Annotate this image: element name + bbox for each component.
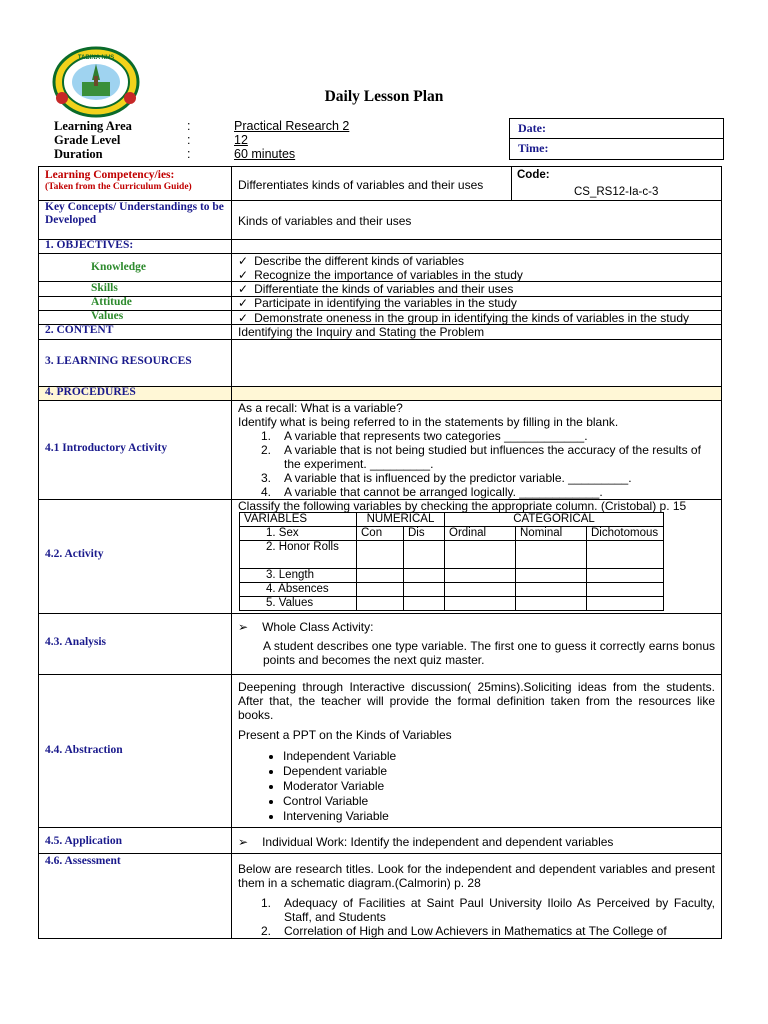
code-label: Code:	[517, 169, 550, 181]
analysis-head: ➢ Whole Class Activity:	[238, 620, 373, 634]
duration-colon: :	[187, 147, 191, 161]
abstraction-label: 4.4. Abstraction	[45, 744, 123, 756]
check-cell[interactable]	[404, 583, 445, 597]
abstraction-text: Deepening through Interactive discussion( 25mins).Soliciting ideas from the students. After that, the teacher will provide the formal definition taken from the resources like books.	[238, 680, 715, 722]
variables-table	[239, 512, 664, 611]
list-item: • Intervening Variable	[283, 809, 396, 824]
competency-text: Differentiates kinds of variables and their uses	[238, 178, 484, 192]
competency-label: Learning Competency/ies:	[45, 169, 175, 181]
procedures-label: 4. PROCEDURES	[45, 386, 136, 398]
intro-item: A variable that cannot be arranged logically. ____________.	[284, 485, 603, 499]
grade-level-label: Grade Level	[54, 133, 121, 147]
code-value: CS_RS12-Ia-c-3	[574, 186, 659, 198]
assessment-item: Adequacy of Facilities at Saint Paul University Iloilo As Perceived by Faculty, Staff, and Students	[284, 896, 715, 924]
date-time-box	[509, 118, 724, 160]
activity-text: Classify the following variables by checking the appropriate column. (Cristobal) p. 15	[238, 499, 687, 513]
check-cell[interactable]	[516, 569, 587, 583]
check-cell[interactable]	[445, 597, 516, 611]
analysis-label: 4.3. Analysis	[45, 636, 107, 648]
content-label: 2. CONTENT	[45, 324, 114, 336]
values-text: ✓ Demonstrate oneness in the group in identifying the kinds of variables in the study	[238, 311, 689, 325]
key-concepts-label: Key Concepts/ Understandings to be Developed	[45, 201, 224, 226]
date-label: Date:	[510, 119, 723, 139]
attitude-text: ✓ Participate in identifying the variables in the study	[238, 296, 517, 310]
competency-note: (Taken from the Curriculum Guide)	[45, 182, 192, 192]
learning-area-colon: :	[187, 119, 191, 133]
check-cell[interactable]	[516, 541, 587, 569]
check-cell[interactable]	[587, 541, 664, 569]
check-cell[interactable]	[357, 583, 404, 597]
check-cell[interactable]	[587, 569, 664, 583]
variables-header: VARIABLES	[240, 513, 357, 527]
check-cell[interactable]	[587, 597, 664, 611]
application-label: 4.5. Application	[45, 835, 123, 847]
school-seal-logo	[52, 46, 140, 118]
svg-text:TABINA NHS: TABINA NHS	[77, 55, 115, 61]
analysis-text: A student describes one type variable. The first one to guess it correctly earns bonus points and becomes the next quiz master.	[263, 639, 715, 667]
knowledge-label: Knowledge	[91, 261, 146, 273]
attitude-label: Attitude	[91, 296, 132, 308]
intro-line-1: As a recall: What is a variable?	[238, 401, 403, 415]
abstraction-ppt: Present a PPT on the Kinds of Variables	[238, 728, 452, 742]
numerical-header: NUMERICAL	[357, 513, 445, 527]
variable-cell: 5. Values	[240, 597, 357, 611]
grade-level-value: 12	[234, 133, 248, 147]
duration-label: Duration	[54, 147, 103, 161]
intro-activity-label: 4.1 Introductory Activity	[45, 442, 168, 454]
learning-area-label: Learning Area	[54, 119, 132, 133]
intro-item: A variable that represents two categories ____________.	[284, 429, 588, 443]
list-item: • Control Variable	[283, 794, 396, 809]
check-cell[interactable]	[516, 583, 587, 597]
check-cell[interactable]	[445, 569, 516, 583]
intro-line-2: Identify what is being referred to in the statements by filling in the blank.	[238, 415, 619, 429]
check-cell[interactable]	[404, 541, 445, 569]
list-item: • Moderator Variable	[283, 779, 396, 794]
categorical-header: CATEGORICAL	[445, 513, 664, 527]
subheader-nominal: Nominal	[516, 527, 587, 541]
assessment-item: Correlation of High and Low Achievers in Mathematics at The College of	[284, 924, 667, 938]
subheader-con: Con	[357, 527, 404, 541]
skills-label: Skills	[91, 282, 118, 294]
application-text: ➢ Individual Work: Identify the independent and dependent variables	[238, 835, 613, 849]
activity-label: 4.2. Activity	[45, 548, 104, 560]
check-cell[interactable]	[445, 583, 516, 597]
list-item: • Independent Variable	[283, 749, 396, 764]
subheader-ordinal: Ordinal	[445, 527, 516, 541]
skills-text: ✓ Differentiate the kinds of variables and their uses	[238, 282, 513, 296]
subheader-dis: Dis	[404, 527, 445, 541]
knowledge-item: ✓ Describe the different kinds of variables	[238, 254, 464, 268]
subheader-dichotomous: Dichotomous	[587, 527, 664, 541]
list-item: • Dependent variable	[283, 764, 396, 779]
intro-item: A variable that is not being studied but influences the accuracy of the results of the experiment. _________.	[284, 443, 701, 471]
variable-types-list	[283, 749, 396, 824]
page-title: Daily Lesson Plan	[324, 88, 444, 105]
variable-cell: 4. Absences	[240, 583, 357, 597]
resources-label: 3. LEARNING RESOURCES	[45, 355, 192, 367]
grade-level-colon: :	[187, 133, 191, 147]
duration-value: 60 minutes	[234, 147, 296, 161]
check-cell[interactable]	[357, 569, 404, 583]
check-cell[interactable]	[404, 569, 445, 583]
check-cell[interactable]	[357, 541, 404, 569]
check-cell[interactable]	[516, 597, 587, 611]
values-label: Values	[91, 310, 124, 322]
key-concepts-text: Kinds of variables and their uses	[238, 214, 412, 228]
lesson-table: Learning Competency/ies: (Taken from the Curriculum Guide) Differentiates kinds of variables and their uses Code: CS_RS12-Ia-c-3 Key Concepts/ Understandings to be Developed Kinds of variables and their uses 1. OBJECTIVES: Knowledge ✓ Describe the different kinds of variables ✓ Recognize the importance of variables in the study Skills ✓ Differentiate the kinds of variables and their uses Attitude ✓ Participate in identifying the variables in the study Values ✓ Demonstrate oneness in the group in identifying the kinds of variables in the study 2. CONTENT Identifying the Inquiry and Stating the Problem 3. LEARNING RESOURCES 4. PROCEDURES 4.1 Introductory Activity As a recall: What is a variable? Identify what is being referred to in the statements by filling in the blank. 1. A variable that represents two categories ____________. 2. A variable that is not being studied but influences the accuracy of the results of the experiment. _________. 3. A variable that is influenced by the predictor variable. _________. 4. A variable that cannot be arranged logically. ____________. 4.2. Activity Classify the following variables by checking the appropriate column. (Cristobal) p. 15 VARIABLES NUMERICAL CATEGORICAL 1. Sex Con Dis Ordinal Nominal Dichotomous 2. Honor Rolls 3. Length 4. Absences 5. Values 4.3. Analysis ➢ Whole Class Activity: A student describes one type variable. The first one to guess it correctly earns bonus points and becomes the next quiz master. 4.4. Abstraction Deepening through Interactive discussion( 25mins).Soliciting ideas from the students. After that, the teacher will provide the formal definition taken from the resources like books. Present a PPT on the Kinds of Variables • Independent Variable • Dependent variable • Moderator Variable • Control Variable • Intervening Variable 4.5. Application ➢ Individual Work: Identify the independent and dependent variables 4.6. Assessment Below are research titles. Look for the independent and dependent variables and present them in a schematic diagram.(Calmorin) p. 28 1. Adequacy of Facilities at Saint Paul University Iloilo As Perceived by Faculty, Staff, and Students 2. Correlation of High and Low Achievers in Mathematics at The College of	[38, 166, 722, 939]
check-cell[interactable]	[587, 583, 664, 597]
content-text: Identifying the Inquiry and Stating the Problem	[238, 325, 485, 339]
knowledge-item: ✓ Recognize the importance of variables in the study	[238, 268, 523, 282]
check-cell[interactable]	[445, 541, 516, 569]
assessment-text: Below are research titles. Look for the independent and dependent variables and present them in a schematic diagram.(Calmorin) p. 28	[238, 862, 715, 890]
variable-cell: 1. Sex	[240, 527, 357, 541]
objectives-label: 1. OBJECTIVES:	[45, 239, 134, 251]
check-cell[interactable]	[404, 597, 445, 611]
intro-item: A variable that is influenced by the predictor variable. _________.	[284, 471, 632, 485]
learning-area-value: Practical Research 2	[234, 119, 350, 133]
variable-cell: 3. Length	[240, 569, 357, 583]
time-label: Time:	[518, 141, 549, 155]
check-cell[interactable]	[357, 597, 404, 611]
assessment-label: 4.6. Assessment	[45, 855, 121, 867]
variable-cell: 2. Honor Rolls	[240, 541, 357, 569]
